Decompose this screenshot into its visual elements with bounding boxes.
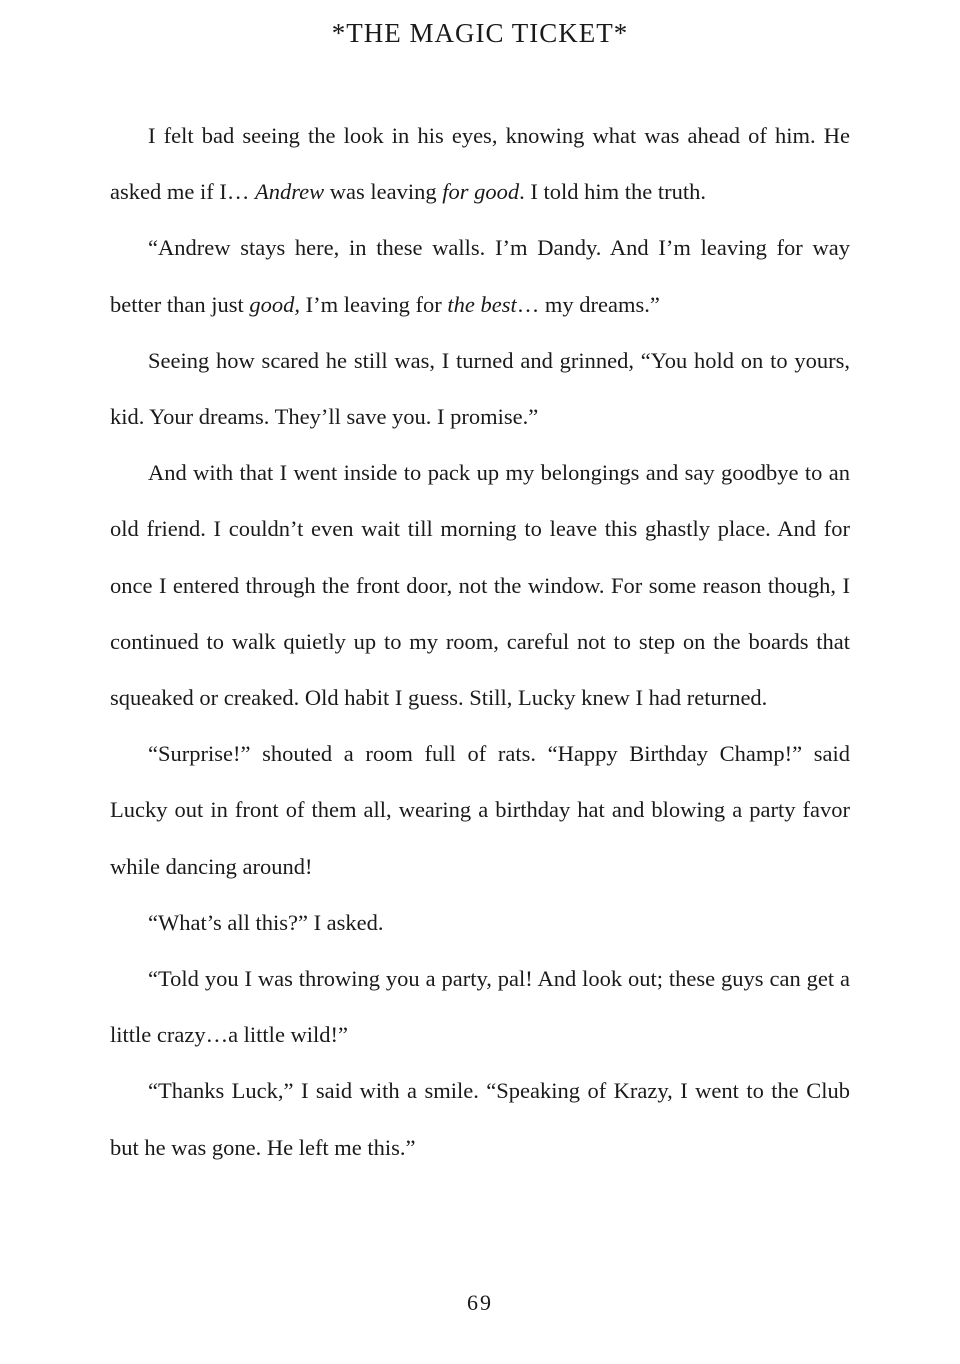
paragraph-1 bbox=[110, 108, 850, 220]
paragraph-3: Seeing how scared he still was, I turned and grinned, “You hold on to yours, kid. Your dreams. They’ll save you. I promise.” bbox=[110, 347, 850, 430]
running-header bbox=[0, 18, 960, 49]
paragraph-1-text-a: I felt bad seeing the look in his eyes, knowing what was ahead of him. He asked me if I… bbox=[110, 123, 850, 205]
paragraph-2-text-c: I’m leaving for bbox=[299, 291, 448, 317]
paragraph-8: “Thanks Luck,” I said with a smile. “Speaking of Krazy, I went to the Club but he was gone. He left me this.” bbox=[110, 1078, 850, 1160]
paragraph-5: “Surprise!” shouted a room full of rats. “Happy Birthday Champ!” said Lucky out in front of them all, wearing a birthday hat and blowing a party favor while dancing around! bbox=[110, 741, 850, 879]
paragraph-1-italic-for-good: for good bbox=[442, 179, 520, 205]
paragraph-1-italic-andrew: Andrew bbox=[254, 179, 325, 205]
paragraph-2 bbox=[110, 220, 850, 332]
paragraph-2-italic-the-best: the best bbox=[447, 291, 517, 317]
page-number: 69 bbox=[467, 1290, 493, 1315]
paragraph-6: “What’s all this?” I asked. bbox=[148, 909, 384, 935]
paragraph-7: “Told you I was throwing you a party, pal! And look out; these guys can get a little crazy…a little wild!” bbox=[110, 966, 850, 1048]
paragraph-2-text-a: “Andrew stays here, in these walls. I’m Dandy. And I’m leaving for way better than just bbox=[110, 235, 850, 317]
book-title: *THE MAGIC TICKET* bbox=[331, 18, 629, 48]
paragraph-1-text-c: was leaving bbox=[324, 179, 443, 205]
page-body bbox=[110, 108, 850, 1176]
paragraph-4: And with that I went inside to pack up my belongings and say goodbye to an old friend. I couldn’t even wait till morning to leave this ghastly place. And for once I entered through the front door, not the window. For some reason though, I continued to walk quietly up to my room, careful not to step on the boards that squeaked or creaked. Old habit I guess. Still, Lucky knew I had returned. bbox=[110, 460, 850, 711]
paragraph-2-italic-good: good, bbox=[249, 291, 300, 317]
paragraph-2-text-e: … my dreams.” bbox=[516, 291, 660, 317]
paragraph-1-text-e: . I told him the truth. bbox=[519, 179, 706, 205]
